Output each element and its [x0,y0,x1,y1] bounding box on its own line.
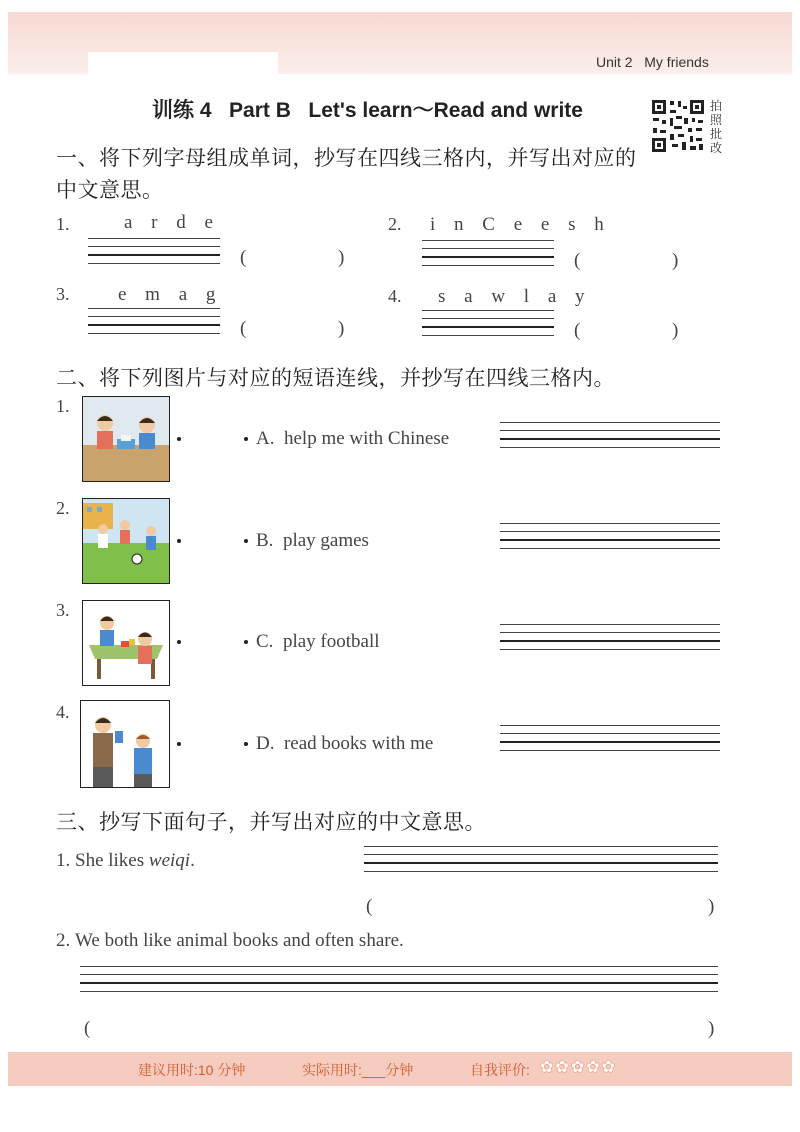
rating-stars[interactable] [540,1057,617,1077]
picture-play-football [82,498,170,584]
section1-heading: 一、将下列字母组成单词，抄写在四线三格内，并写出对应的 [56,147,637,170]
item-number: 3. [56,284,70,304]
writing-lines[interactable] [88,238,220,271]
section2-heading: 二、将下列图片与对应的短语连线，并抄写在四线三格内。 [56,367,615,390]
paren-open: ( [574,250,581,271]
paren-close: ) [708,896,715,917]
item-number: 1. [56,396,70,416]
match-dot-right[interactable] [244,437,248,441]
self-evaluation: 自我评价: [470,1062,530,1078]
writing-lines[interactable] [500,624,720,657]
paren-open: ( [366,896,373,917]
header-unit: Unit 2 My friends [596,54,709,70]
picture-play-games [82,600,170,686]
writing-lines[interactable] [500,422,720,455]
option-C: C. play football [256,631,380,652]
writing-lines[interactable] [80,966,718,999]
sentence-2: 2. We both like animal books and often share. [56,930,404,951]
section3-heading: 三、抄写下面句子，并写出对应的中文意思。 [56,811,486,834]
item-number: 4. [56,702,70,722]
option-D: D. read books with me [256,733,434,754]
qr-code[interactable] [650,98,706,154]
picture-help-chinese [82,396,170,482]
match-dot-left[interactable] [177,539,181,543]
item-number: 1. [56,214,70,234]
writing-lines[interactable] [422,240,554,273]
actual-time[interactable]: 实际用时:___分钟 [302,1062,414,1078]
paren-open: ( [84,1018,91,1039]
scrambled-letters: s a w l a y [438,286,592,307]
scrambled-letters: a r d e [124,212,220,233]
paren-close: ) [672,320,679,341]
paren-close: ) [338,318,345,339]
scrambled-letters: e m a g [118,284,223,305]
writing-lines[interactable] [500,523,720,556]
writing-lines[interactable] [500,725,720,758]
option-A: A. help me with Chinese [256,428,450,449]
writing-lines[interactable] [422,310,554,343]
scrambled-letters: i n C e e s h [430,214,611,235]
paren-close: ) [338,247,345,268]
match-dot-left[interactable] [177,742,181,746]
paren-close: ) [708,1018,715,1039]
paren-open: ( [240,247,247,268]
match-dot-left[interactable] [177,640,181,644]
item-number: 2. [388,214,402,234]
qr-caption: 拍 照 批 改 [710,99,723,155]
match-dot-right[interactable] [244,640,248,644]
writing-lines[interactable] [88,308,220,341]
paren-close: ) [672,250,679,271]
page-title: 训练 4 Part B Let's learn～Read and write [152,99,583,122]
paren-open: ( [574,320,581,341]
section1-heading-cont: 中文意思。 [56,179,164,202]
item-number: 2. [56,498,70,518]
match-dot-right[interactable] [244,539,248,543]
item-number: 3. [56,600,70,620]
match-dot-right[interactable] [244,742,248,746]
paren-open: ( [240,318,247,339]
star-rating-icons[interactable]: ✿✿✿✿✿ [540,1059,618,1076]
option-B: B. play games [256,530,369,551]
match-dot-left[interactable] [177,437,181,441]
writing-lines[interactable] [364,846,718,879]
picture-read-books [80,700,170,788]
suggested-time: 建议用时:10 分钟 [138,1062,246,1078]
item-number: 4. [388,286,402,306]
header-blank-patch [88,52,278,74]
sentence-1: 1. She likes weiqi. [56,850,195,871]
